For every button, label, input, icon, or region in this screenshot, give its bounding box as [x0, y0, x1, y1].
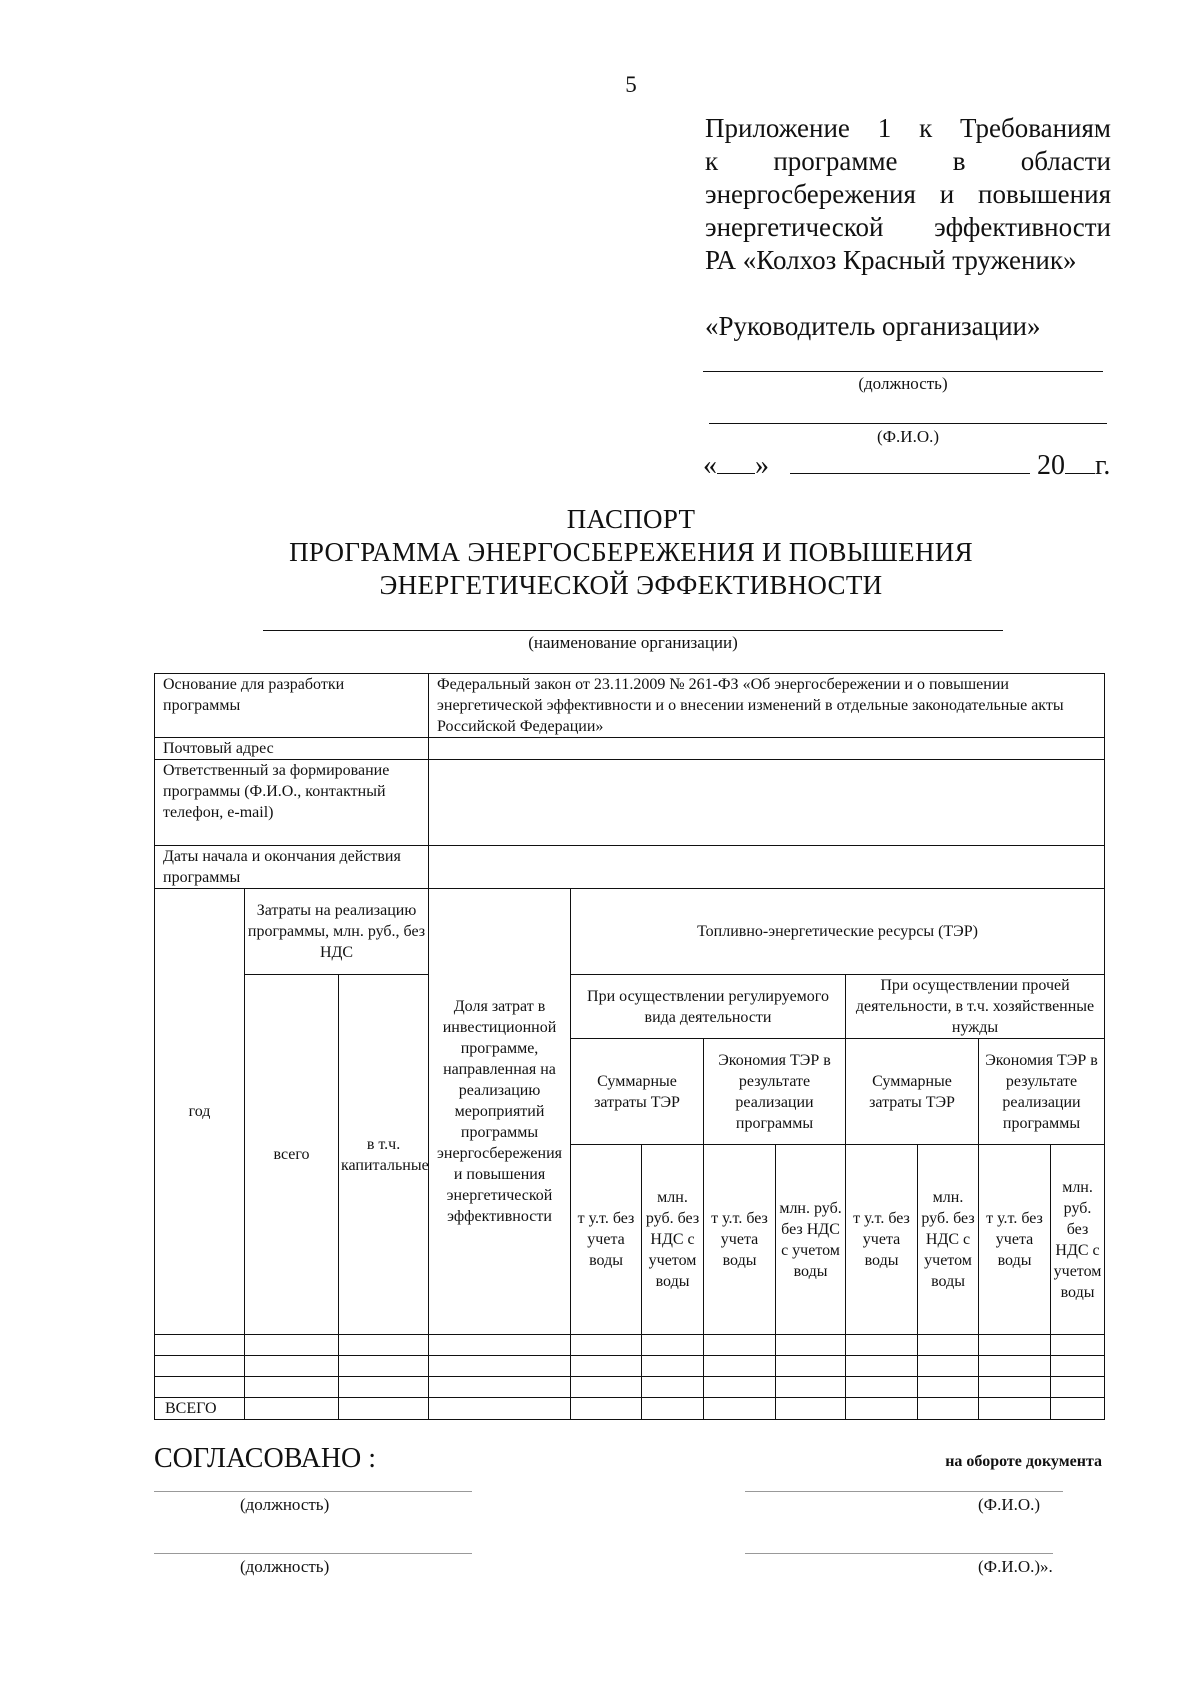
position-caption: (должность) — [858, 374, 948, 393]
table-row — [155, 1377, 1105, 1398]
agreed-title: СОГЛАСОВАНО : — [154, 1443, 377, 1474]
reverse-note: на обороте документа — [945, 1453, 1102, 1470]
approval-date — [703, 449, 1115, 482]
month-blank — [790, 449, 1030, 474]
date-open-quote: « — [703, 450, 717, 481]
day-blank — [717, 449, 755, 474]
table-row — [155, 1335, 1105, 1356]
page-number: 5 — [625, 72, 637, 97]
header-regulated-savings: Экономия ТЭР в результате реализации программы — [704, 1039, 846, 1145]
appendix-note — [705, 112, 1111, 277]
year-prefix: 20 — [1037, 450, 1065, 481]
header-tut: т у.т. без учета воды — [846, 1145, 918, 1335]
name-line-2 — [745, 1553, 1053, 1554]
info-value — [429, 738, 1105, 760]
info-label: Ответственный за формирование программы (Ф.И.О., контактный телефон, e-mail) — [155, 760, 429, 846]
total-row — [155, 1398, 1105, 1420]
total-row-label: ВСЕГО — [155, 1398, 245, 1420]
header-year: год — [155, 889, 245, 1335]
table-cell — [155, 1356, 245, 1377]
name-caption-1: (Ф.И.О.) — [978, 1495, 1041, 1514]
organization-caption: (наименование организации) — [528, 633, 738, 652]
passport-title: ПАСПОРТ — [566, 504, 696, 534]
name-line-1 — [745, 1491, 1063, 1492]
table-row — [155, 1356, 1105, 1377]
header-rub: млн. руб. без НДС с учетом воды — [642, 1145, 704, 1335]
organization-name-line — [263, 630, 1003, 631]
header-ter: Топливно-энергетические ресурсы (ТЭР) — [571, 889, 1105, 975]
program-title-line-1: ПРОГРАММА ЭНЕРГОСБЕРЕЖЕНИЯ И ПОВЫШЕНИЯ — [289, 537, 973, 567]
header-rub: млн. руб. без НДС с учетом воды — [776, 1145, 846, 1335]
approver-role: «Руководитель организации» — [705, 311, 1041, 341]
appendix-line: РА «Колхоз Красный труженик» — [705, 245, 1077, 275]
appendix-line: к программе в области — [705, 146, 1111, 176]
header-other: При осуществлении прочей деятельности, в т.ч. хозяйственные нужды — [846, 975, 1105, 1039]
position-line-1 — [154, 1491, 472, 1492]
appendix-line: энергосбережения и повышения — [705, 179, 1111, 209]
table-cell — [155, 1335, 245, 1356]
date-close-quote: » — [755, 450, 769, 481]
year-suffix: г. — [1095, 450, 1111, 481]
appendix-line: Приложение 1 к Требованиям — [705, 113, 1111, 143]
position-signature-line — [703, 371, 1103, 372]
info-label: Почтовый адрес — [155, 738, 429, 760]
header-costs-total: всего — [245, 975, 339, 1335]
header-tut: т у.т. без учета воды — [571, 1145, 642, 1335]
table-cell — [155, 1377, 245, 1398]
name-signature-line — [709, 423, 1107, 424]
header-regulated-total: Суммарные затраты ТЭР — [571, 1039, 704, 1145]
header-regulated: При осуществлении регулируемого вида деятельности — [571, 975, 846, 1039]
info-value: Федеральный закон от 23.11.2009 № 261-ФЗ «Об энергосбережении и о повышении энергетической эффективности и о внесении изменений в отдельные законодательные акты Российской Федерации» — [429, 674, 1105, 738]
position-caption-2: (должность) — [240, 1557, 330, 1576]
year-blank — [1065, 449, 1095, 474]
passport-table — [154, 673, 1105, 1420]
position-line-2 — [154, 1553, 472, 1554]
header-costs-capital: в т.ч. капитальные — [339, 975, 429, 1335]
header-other-savings: Экономия ТЭР в результате реализации программы — [979, 1039, 1105, 1145]
program-title-line-2: ЭНЕРГЕТИЧЕСКОЙ ЭФФЕКТИВНОСТИ — [379, 570, 883, 600]
header-rub: млн. руб. без НДС с учетом воды — [918, 1145, 979, 1335]
header-tut: т у.т. без учета воды — [704, 1145, 776, 1335]
name-caption: (Ф.И.О.) — [876, 427, 940, 446]
header-share: Доля затрат в инвестиционной программе, направленная на реализацию мероприятий программы энергосбережения и повышения энергетической эффективности — [429, 889, 571, 1335]
info-value — [429, 846, 1105, 889]
header-tut: т у.т. без учета воды — [979, 1145, 1051, 1335]
header-other-total: Суммарные затраты ТЭР — [846, 1039, 979, 1145]
header-costs: Затраты на реализацию программы, млн. руб., без НДС — [245, 889, 429, 975]
info-label: Даты начала и окончания действия программы — [155, 846, 429, 889]
info-value — [429, 760, 1105, 846]
info-label: Основание для разработки программы — [155, 674, 429, 738]
name-caption-2: (Ф.И.О.)». — [978, 1557, 1053, 1576]
appendix-line: энергетической эффективности — [705, 212, 1111, 242]
header-rub: млн. руб. без НДС с учетом воды — [1051, 1145, 1105, 1335]
position-caption-1: (должность) — [240, 1495, 330, 1514]
